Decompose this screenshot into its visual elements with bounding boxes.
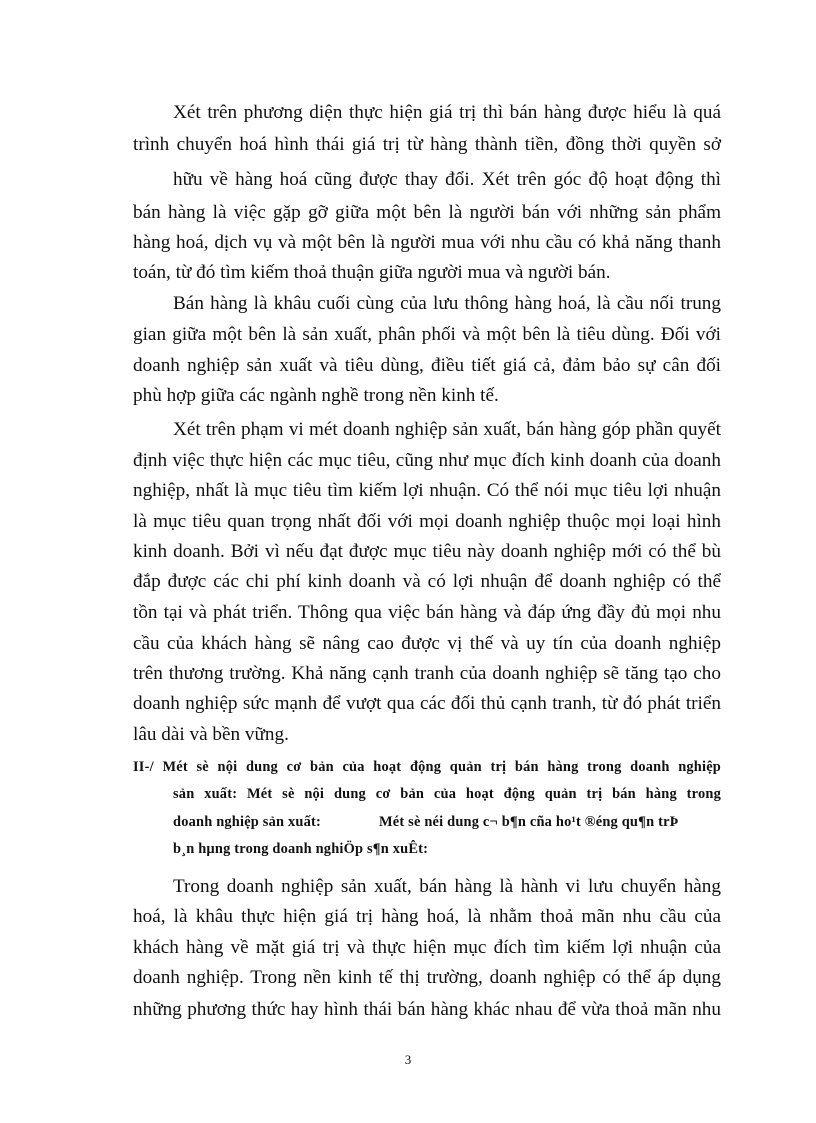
paragraph-1-line-5: hàng hoá, dịch vụ và một bên là người mua với nhu cầu có khả năng thanh bbox=[133, 232, 721, 253]
section-heading-line-3a: doanh nghiệp sản xuất: bbox=[173, 814, 321, 830]
paragraph-1-line-4: bán hàng là việc gặp gỡ giữa một bên là người bán với những sản phẩm bbox=[133, 202, 721, 223]
paragraph-2-line-3: doanh nghiệp sản xuất và tiêu dùng, điều tiết giá cả, đảm bảo sự cân đối bbox=[133, 355, 721, 376]
section-heading-line-2: sản xuất: Mét sè nội dung cơ bản của hoạt động quản trị bán hàng trong bbox=[173, 786, 721, 802]
paragraph-2-line-2: gian giữa một bên là sản xuất, phân phối và một bên là tiêu dùng. Đối với bbox=[133, 324, 721, 345]
paragraph-3-line-7: tồn tại và phát triển. Thông qua việc bán hàng và đáp ứng đầy đủ mọi nhu bbox=[133, 602, 721, 623]
paragraph-3-line-1: Xét trên phạm vi mét doanh nghiệp sản xuất, bán hàng góp phần quyết bbox=[173, 419, 721, 440]
paragraph-1-line-2: trình chuyển hoá hình thái giá trị từ hàng thành tiền, đồng thời quyền sở bbox=[133, 134, 721, 155]
paragraph-4-line-1: Trong doanh nghiệp sản xuất, bán hàng là hành vi lưu chuyển hàng bbox=[173, 876, 721, 897]
paragraph-2-line-1: Bán hàng là khâu cuối cùng của lưu thông hàng hoá, là cầu nối trung bbox=[173, 293, 721, 314]
paragraph-3-line-8: cầu của khách hàng sẽ nâng cao được vị thế và uy tín của doanh nghiệp bbox=[133, 633, 721, 654]
paragraph-3-line-6: đắp được các chi phí kinh doanh và có lợi nhuận để doanh nghiệp có thể bbox=[133, 571, 721, 592]
section-heading-line-1: II-/ Mét sè nội dung cơ bản của hoạt động quản trị bán hàng trong doanh nghiệp bbox=[133, 759, 721, 775]
paragraph-4-line-3: khách hàng về mặt giá trị và thực hiện mục đích tìm kiếm lợi nhuận của bbox=[133, 937, 721, 958]
paragraph-1-line-1: Xét trên phương diện thực hiện giá trị thì bán hàng được hiểu là quá bbox=[173, 102, 721, 123]
paragraph-3-line-11: lâu dài và bền vững. bbox=[133, 724, 289, 745]
page-number: 3 bbox=[404, 1052, 412, 1067]
paragraph-3-line-3: nghiệp, nhất là mục tiêu tìm kiếm lợi nhuận. Có thể nói mục tiêu lợi nhuận bbox=[133, 480, 721, 501]
section-heading-line-4: b¸n hµng trong doanh nghiÖp s¶n xuÊt: bbox=[173, 841, 429, 857]
paragraph-4-line-4: doanh nghiệp. Trong nền kinh tế thị trường, doanh nghiệp có thể áp dụng bbox=[133, 967, 721, 988]
paragraph-3-line-5: kinh doanh. Bởi vì nếu đạt được mục tiêu này doanh nghiệp mới có thể bù bbox=[133, 541, 721, 562]
section-heading-line-3b: Mét sè néi dung c¬ b¶n cña ho¹t ®éng qu¶n trÞ bbox=[379, 814, 679, 830]
paragraph-1-line-3: hữu về hàng hoá cũng được thay đổi. Xét trên góc độ hoạt động thì bbox=[173, 169, 721, 190]
paragraph-1-line-6: toán, từ đó tìm kiếm thoả thuận giữa người mua và người bán. bbox=[133, 262, 611, 283]
paragraph-4-line-2: hoá, là khâu thực hiện giá trị hàng hoá, là nhằm thoả mãn nhu cầu của bbox=[133, 906, 721, 927]
paragraph-3-line-2: định việc thực hiện các mục tiêu, cũng như mục đích kinh doanh của doanh bbox=[133, 450, 721, 471]
paragraph-3-line-10: doanh nghiệp sức mạnh để vượt qua các đối thủ cạnh tranh, từ đó phát triển bbox=[133, 693, 721, 714]
paragraph-2-line-4: phù hợp giữa các ngành nghề trong nền kinh tế. bbox=[133, 385, 499, 406]
paragraph-4-line-5: những phương thức hay hình thái bán hàng khác nhau để vừa thoả mãn nhu bbox=[133, 999, 721, 1020]
paragraph-3-line-9: trên thương trường. Khả năng cạnh tranh của doanh nghiệp sẽ tăng tạo cho bbox=[133, 663, 721, 684]
paragraph-3-line-4: là mục tiêu quan trọng nhất đối với mọi doanh nghiệp thuộc mọi loại hình bbox=[133, 511, 721, 532]
